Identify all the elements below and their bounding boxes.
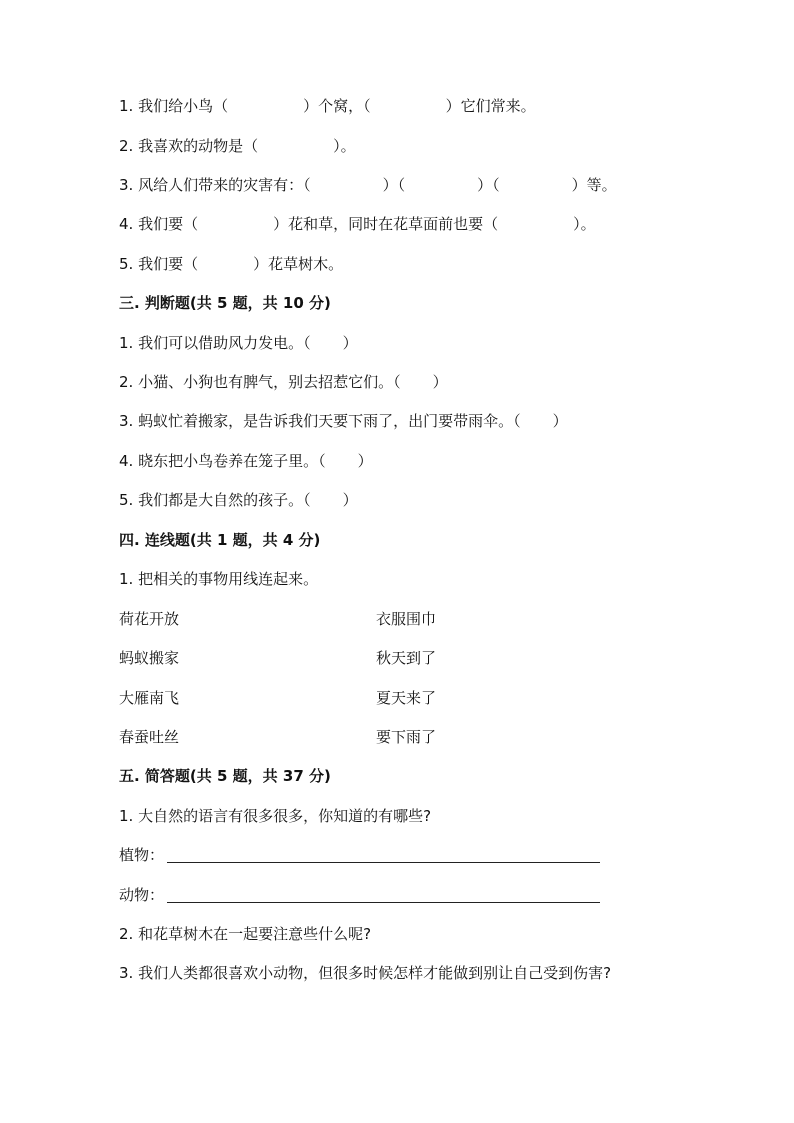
fill-question-3: 3. 风给人们带来的灾害有：（ ）（ ）（ ）等。: [119, 176, 617, 194]
match-left-item[interactable]: 荷花开放: [119, 610, 180, 628]
matching-prompt: 1. 把相关的事物用线连起来。: [119, 570, 319, 588]
plant-answer-line[interactable]: [167, 862, 600, 863]
fill-question-2: 2. 我喜欢的动物是（ ）。: [119, 137, 356, 155]
judgement-question-2: 2. 小猫、小狗也有脾气，别去招惹它们。（ ）: [119, 373, 448, 391]
match-left-item[interactable]: 蚂蚁搬家: [119, 649, 180, 667]
judgement-question-3: 3. 蚂蚁忙着搬家，是告诉我们天要下雨了，出门要带雨伞。（ ）: [119, 412, 568, 430]
match-right-item[interactable]: 要下雨了: [376, 728, 437, 746]
judgement-question-1: 1. 我们可以借助风力发电。（ ）: [119, 334, 358, 352]
fill-question-5: 5. 我们要（ ）花草树木。: [119, 255, 344, 273]
judgement-question-5: 5. 我们都是大自然的孩子。（ ）: [119, 491, 358, 509]
animal-label: 动物：: [119, 886, 165, 904]
match-left-item[interactable]: 春蚕吐丝: [119, 728, 180, 746]
match-right-item[interactable]: 衣服围巾: [376, 610, 437, 628]
plant-label: 植物：: [119, 846, 165, 864]
section-heading-judgement: 三. 判断题(共 5 题，共 10 分): [119, 294, 331, 312]
match-right-item[interactable]: 夏天来了: [376, 689, 437, 707]
section-heading-matching: 四. 连线题(共 1 题，共 4 分): [119, 531, 321, 549]
animal-answer-line[interactable]: [167, 902, 600, 903]
short-answer-question-3: 3. 我们人类都很喜欢小动物，但很多时候怎样才能做到别让自己受到伤害?: [119, 964, 612, 982]
match-left-item[interactable]: 大雁南飞: [119, 689, 180, 707]
short-answer-question-1: 1. 大自然的语言有很多很多，你知道的有哪些?: [119, 807, 432, 825]
fill-question-4: 4. 我们要（ ）花和草，同时在花草面前也要（ ）。: [119, 215, 596, 233]
short-answer-question-2: 2. 和花草树木在一起要注意些什么呢?: [119, 925, 372, 943]
section-heading-short-answer: 五. 简答题(共 5 题，共 37 分): [119, 767, 331, 785]
fill-question-1: 1. 我们给小鸟（ ）个窝，（ ）它们常来。: [119, 97, 536, 115]
match-right-item[interactable]: 秋天到了: [376, 649, 437, 667]
judgement-question-4: 4. 晓东把小鸟卷养在笼子里。（ ）: [119, 452, 373, 470]
